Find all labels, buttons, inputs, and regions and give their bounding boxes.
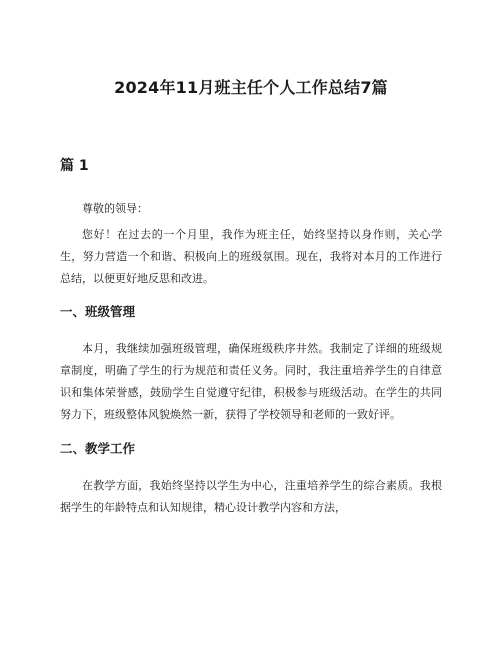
document-title: 2024年11月班主任个人工作总结7篇 <box>114 78 388 97</box>
section-heading-class-management: 一、班级管理 <box>60 304 136 319</box>
section-body-teaching-work: 在教学方面，我始终坚持以学生为中心，注重培养学生的综合素质。我根据学生的年龄特点和认知规律，精心设计教学内容和方法， <box>60 479 442 514</box>
part-heading: 篇 1 <box>60 158 89 174</box>
intro-paragraph: 您好！在过去的一个月里，我作为班主任，始终坚持以身作则，关心学生，努力营造一个和谐、积极向上的班级氛围。现在，我将对本月的工作进行总结，以便更好地反思和改进。 <box>60 228 442 285</box>
section-heading-teaching-work: 二、教学工作 <box>60 441 136 456</box>
section-body-class-management: 本月，我继续加强班级管理，确保班级秩序井然。我制定了详细的班级规章制度，明确了学生的行为规范和责任义务。同时，我注重培养学生的自律意识和集体荣誉感，鼓励学生自觉遵守纪律，积极参与班级活动。在学生的共同努力下，班级整体风貌焕然一新，获得了学校领导和老师的一致好评。 <box>60 342 442 421</box>
salutation: 尊敬的领导： <box>82 202 148 215</box>
